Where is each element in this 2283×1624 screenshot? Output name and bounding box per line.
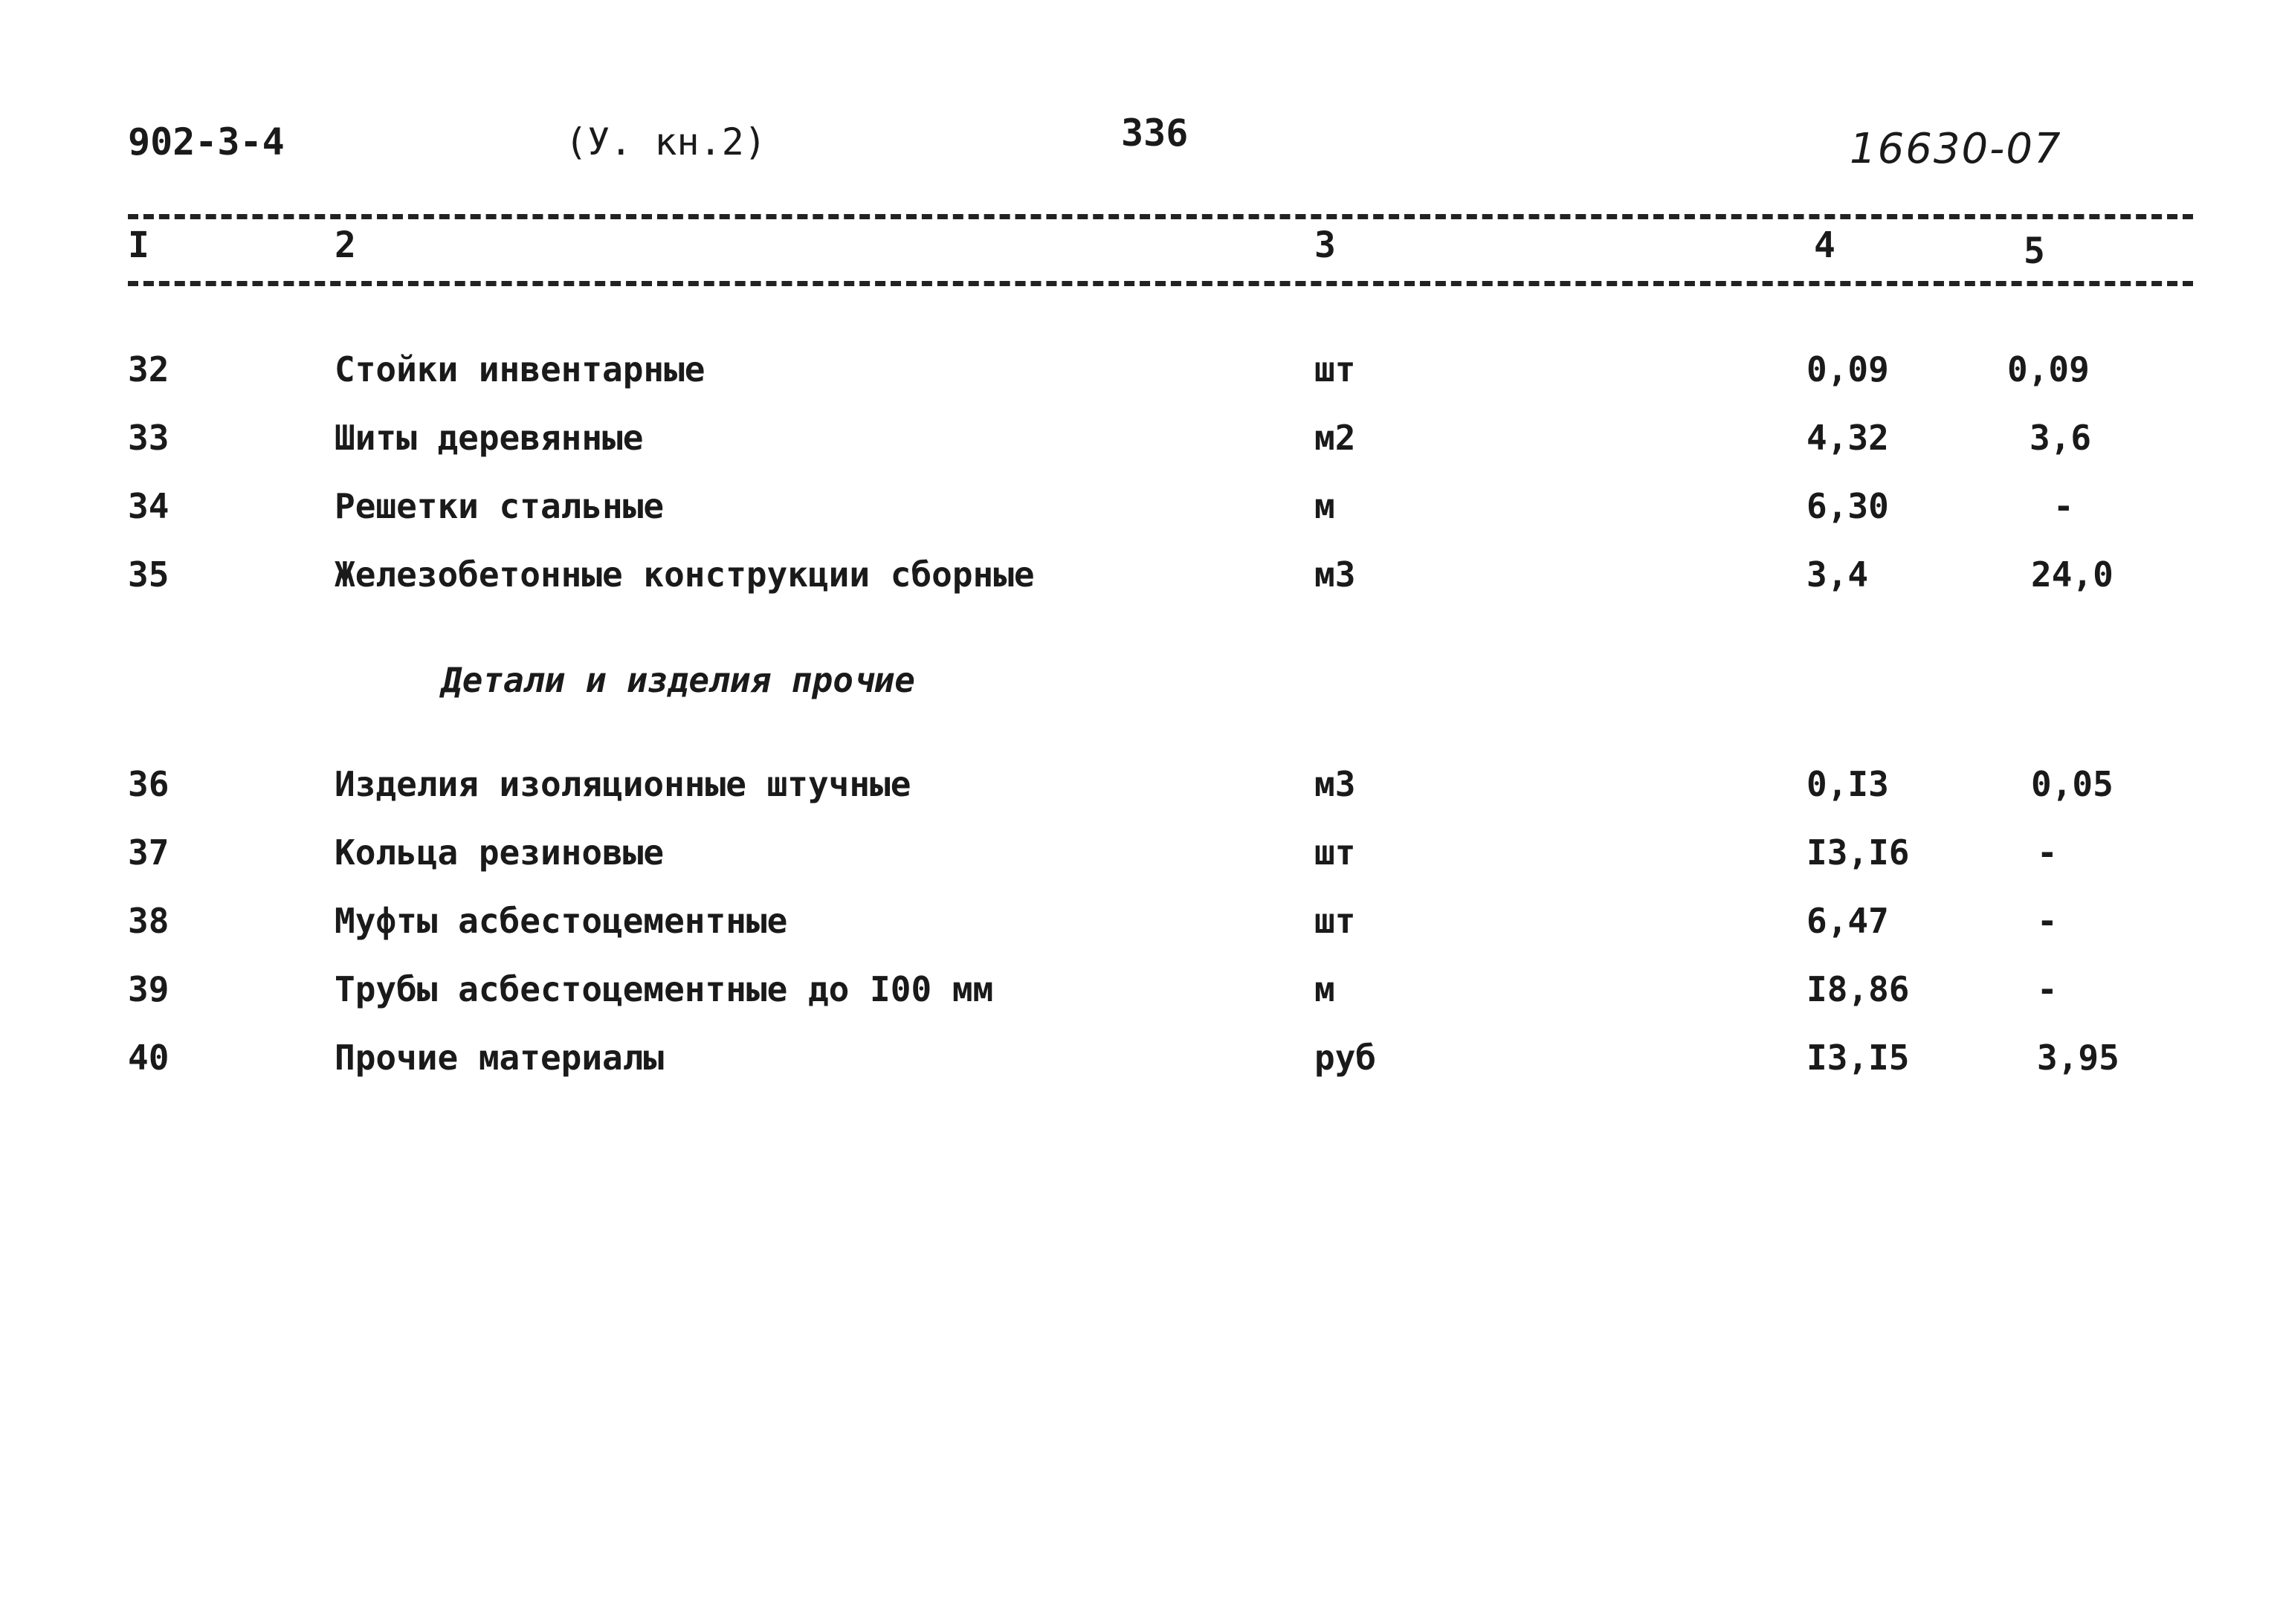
value-col5: - xyxy=(2037,832,2058,873)
value-col5: - xyxy=(2037,969,2058,1009)
section-title: Детали и изделия прочие xyxy=(442,660,915,700)
unit: шт xyxy=(1314,349,1356,389)
row-number: 38 xyxy=(128,901,169,941)
value-col4: 0,09 xyxy=(1806,349,1889,389)
column-header-3: 3 xyxy=(1314,224,1336,266)
project-number: 902-3-4 xyxy=(128,120,285,164)
column-header-1: I xyxy=(128,224,149,266)
document-code: 16630-07 xyxy=(1850,125,2062,173)
value-col4: 4,32 xyxy=(1806,418,1889,458)
unit: шт xyxy=(1314,901,1356,941)
material-name: Прочие материалы xyxy=(335,1038,665,1078)
value-col4: 6,30 xyxy=(1806,486,1889,526)
row-number: 36 xyxy=(128,764,169,804)
value-col4: I3,I5 xyxy=(1806,1038,1910,1078)
value-col4: 0,I3 xyxy=(1806,764,1889,804)
column-header-2: 2 xyxy=(335,224,356,266)
page-number: 336 xyxy=(1121,111,1189,155)
material-name: Муфты асбестоцементные xyxy=(335,901,788,941)
material-name: Шиты деревянные xyxy=(335,418,644,458)
row-number: 34 xyxy=(128,486,169,526)
row-number: 35 xyxy=(128,554,169,595)
row-number: 33 xyxy=(128,418,169,458)
value-col4: 6,47 xyxy=(1806,901,1889,941)
book-reference: (У. кн.2) xyxy=(565,120,766,164)
table-row xyxy=(0,554,2283,606)
column-header-4: 4 xyxy=(1814,224,1835,266)
unit: м xyxy=(1314,486,1335,526)
table-row xyxy=(0,349,2283,401)
column-header-5: 5 xyxy=(2024,230,2045,272)
value-col4: I3,I6 xyxy=(1806,832,1910,873)
material-name: Изделия изоляционные штучные xyxy=(335,764,911,804)
material-name: Трубы асбестоцементные до I00 мм xyxy=(335,969,994,1009)
row-number: 39 xyxy=(128,969,169,1009)
unit: шт xyxy=(1314,832,1356,873)
value-col5: 3,95 xyxy=(2037,1038,2119,1078)
table-row xyxy=(0,969,2283,1021)
value-col4: 3,4 xyxy=(1806,554,1869,595)
material-name: Стойки инвентарные xyxy=(335,349,705,389)
row-number: 37 xyxy=(128,832,169,873)
table-row xyxy=(0,901,2283,953)
row-number: 32 xyxy=(128,349,169,389)
value-col5: 0,05 xyxy=(2031,764,2114,804)
table-header-top-rule xyxy=(128,214,2193,219)
value-col5: 24,0 xyxy=(2031,554,2114,595)
unit: м xyxy=(1314,969,1335,1009)
row-number: 40 xyxy=(128,1038,169,1078)
unit: м3 xyxy=(1314,764,1356,804)
material-name: Кольца резиновые xyxy=(335,832,665,873)
value-col5: - xyxy=(2053,486,2074,526)
value-col5: 3,6 xyxy=(2029,418,2092,458)
value-col4: I8,86 xyxy=(1806,969,1910,1009)
unit: м2 xyxy=(1314,418,1356,458)
table-row xyxy=(0,764,2283,816)
material-name: Решетки стальные xyxy=(335,486,665,526)
unit: м3 xyxy=(1314,554,1356,595)
table-row xyxy=(0,1038,2283,1090)
unit: руб xyxy=(1314,1038,1377,1078)
material-name: Железобетонные конструкции сборные xyxy=(335,554,1035,595)
table-header-bottom-rule xyxy=(128,281,2193,286)
value-col5: - xyxy=(2037,901,2058,941)
value-col5: 0,09 xyxy=(2007,349,2090,389)
table-row xyxy=(0,832,2283,884)
table-row xyxy=(0,418,2283,470)
table-row xyxy=(0,486,2283,538)
